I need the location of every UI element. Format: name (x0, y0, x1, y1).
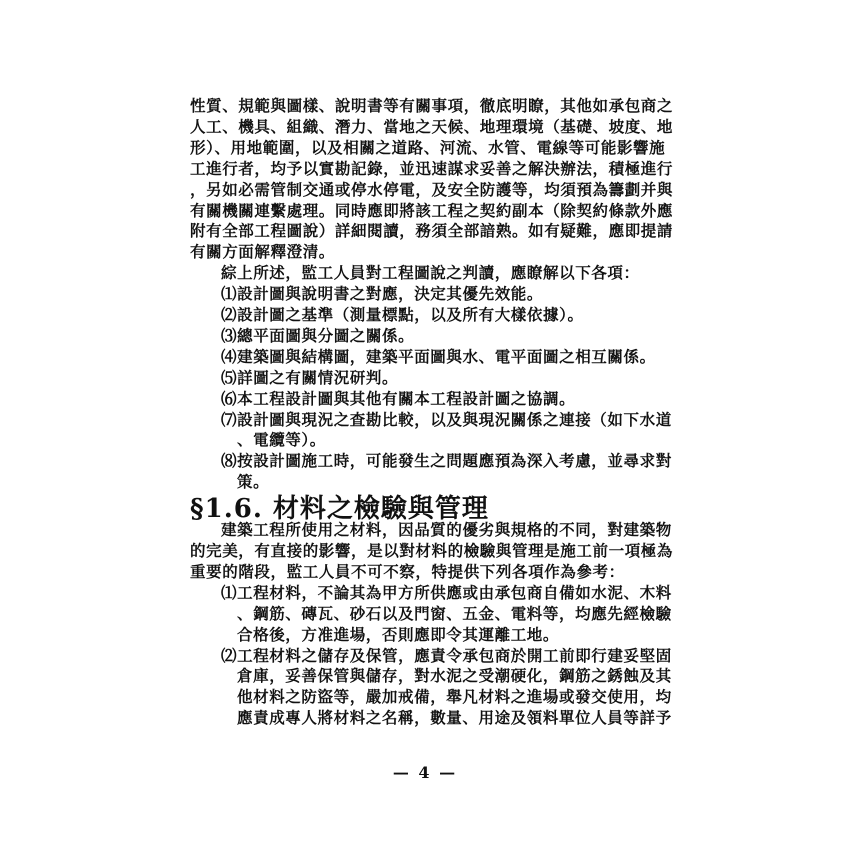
list-item-continuation: 合格後，方准進場，否則應即令其運離工地。 (237, 624, 560, 644)
list-item-continuation: 應責成專人將材料之名稱，數量、用途及領料單位人員等詳予 (237, 708, 672, 728)
list-item-continuation: 、電纜等）。 (237, 430, 326, 450)
text-line: 重要的階段，監工人員不可不察，特提供下列各項作為參考： (190, 561, 625, 581)
list-item: ⑵設計圖之基準（測量標點，以及所有大樣依據）。 (221, 305, 584, 324)
section-heading: §1.6. 材料之檢驗與管理 (190, 494, 489, 525)
text-line: 建築工程所使用之材料，因品質的優劣與規格的不同，對建築物 (221, 520, 672, 540)
list-item: ⑺設計圖與現況之查勘比較，以及與現況關係之連接（如下水道 (221, 409, 672, 429)
list-item: ⑹本工程設計圖與其他有關本工程設計圖之協調。 (221, 388, 576, 408)
list-item: ⑵工程材料之儲存及保管，應責令承包商於開工前即行建妥堅固 (221, 645, 672, 665)
list-item-continuation: 倉庫，妥善保管與儲存，對水泥之受潮硬化，鋼筋之銹蝕及其 (237, 666, 672, 686)
text-line: 形）、用地範圍，以及相關之道路、河流、水管、電線等可能影響施 (190, 137, 666, 157)
text-line: 人工、機具、組織、潛力、當地之天候、地理環境（基礎、坡度、地 (190, 116, 674, 136)
text-line: 附有全部工程圖說）詳細閱讀，務須全部諳熟。如有疑難，應即提請 (190, 221, 674, 241)
text-line: 性質、規範與圖樣、說明書等有關事項，徹底明瞭，其他如承包商之 (190, 96, 674, 115)
text-line: 綜上所述，監工人員對工程圖說之判讀，應瞭解以下各項： (221, 263, 640, 283)
list-item: ⑶總平面圖與分圖之關係。 (221, 325, 415, 345)
text-line: ，另如必需管制交通或停水停電，及安全防護等，均須預為籌劃并與 (190, 179, 674, 199)
list-item: ⑴工程材料，不論其為甲方所供應或由承包商自備如水泥、木料 (221, 582, 672, 602)
list-item: ⑴設計圖與說明書之對應，決定其優先效能。 (221, 284, 544, 304)
text-line: 工進行者，均予以實勘記錄，並迅速謀求妥善之解決辦法，積極進行 (190, 158, 674, 178)
text-line: 有關機關連繫處理。同時應即將該工程之契約副本（除契約條款外應 (190, 200, 674, 220)
text-line: 有關方面解釋澄清。 (190, 242, 335, 262)
list-item: ⑷建築圖與結構圖，建築平面圖與水、電平面圖之相互關係。 (221, 346, 656, 366)
list-item: ⑻按設計圖施工時，可能發生之問題應預為深入考慮，並尋求對 (221, 451, 672, 471)
list-item-continuation: 、鋼筋、磚瓦、砂石以及門窗、五金、電料等，均應先經檢驗 (237, 603, 672, 623)
text-line: 的完美，有直接的影響，是以對材料的檢驗與管理是施工前一項極為 (190, 541, 674, 560)
list-item-continuation: 他材料之防盜等，嚴加戒備，舉凡材料之進場或發交使用，均 (237, 687, 672, 707)
list-item: ⑸詳圖之有關情況研判。 (221, 367, 399, 387)
list-item-continuation: 策。 (237, 472, 270, 492)
page-number: — 4 — (392, 763, 458, 782)
